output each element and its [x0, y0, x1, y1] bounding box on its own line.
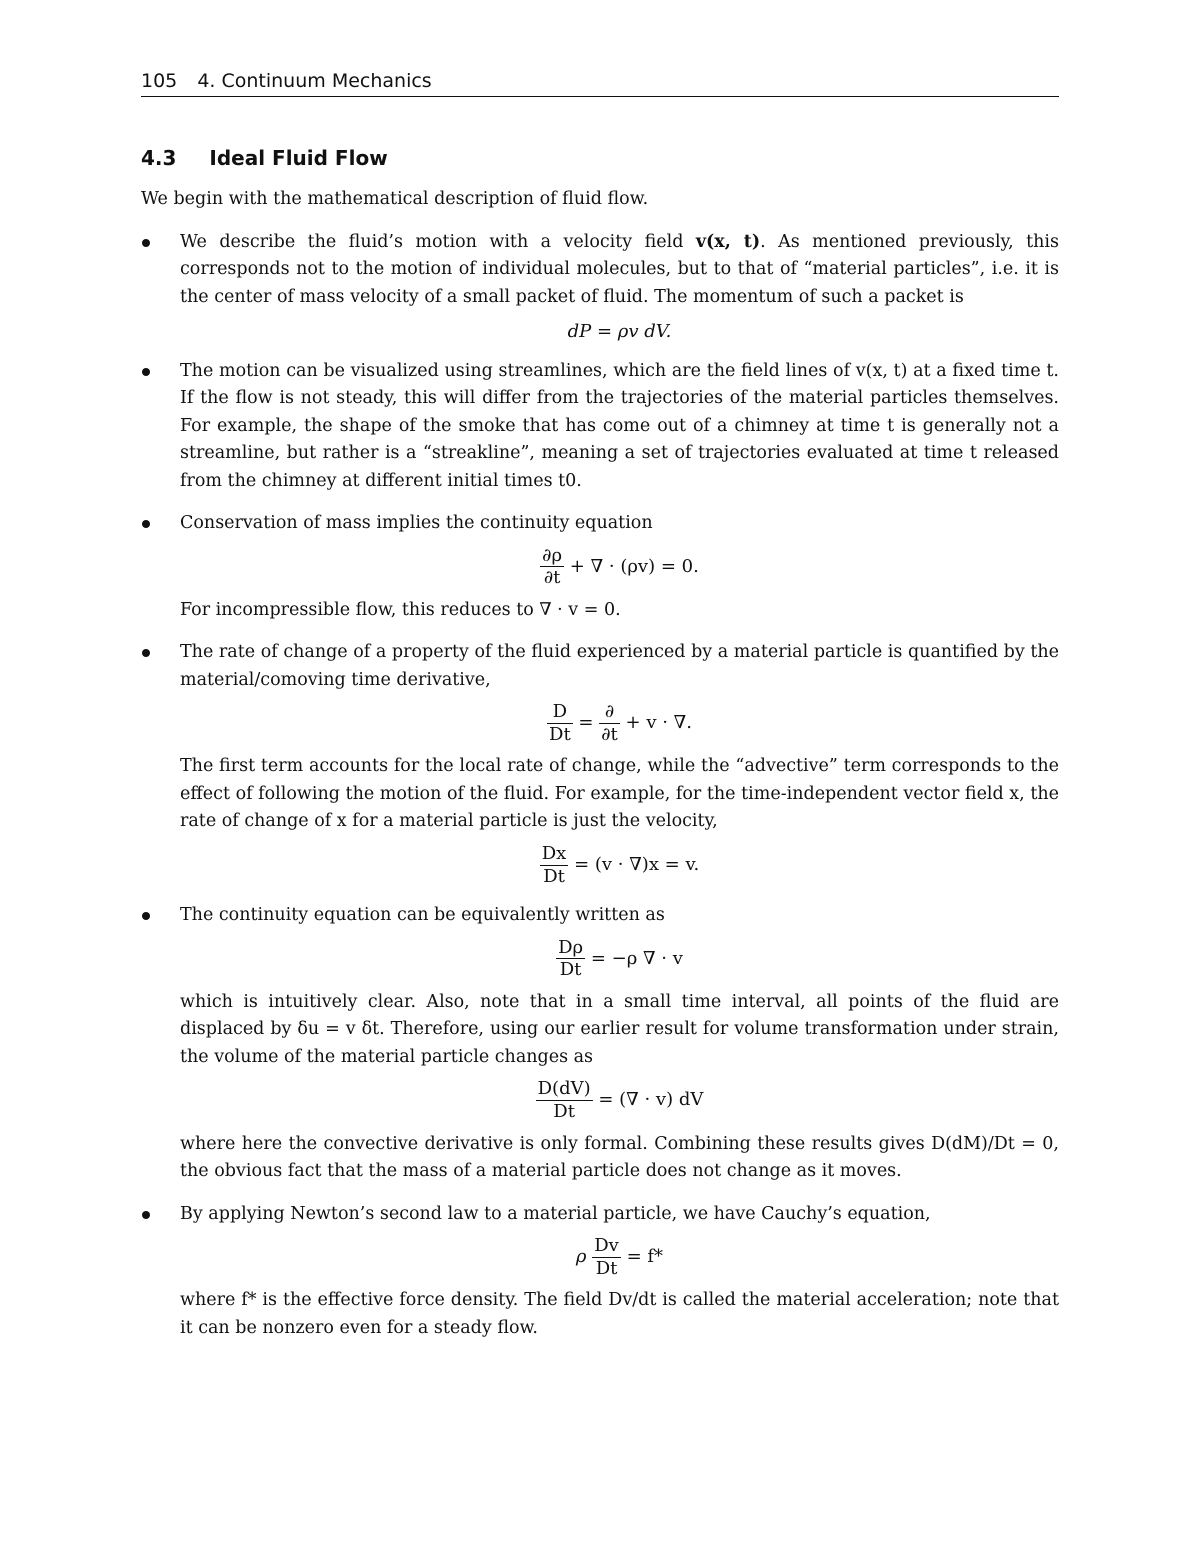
section-heading [141, 146, 388, 170]
fraction: $\frac{\partial\rho}{\partial t}$ [542, 544, 563, 589]
paragraph: which is intuitively clear. Also, note that in a small time interval, all points of the fluid are displaced by δu = v δt. Therefore, using our earlier result for volume transformation under strain, the volume of the material particle changes as [180, 991, 1059, 1067]
fraction: $\frac{D(dV)}{Dt}$ [537, 1078, 591, 1122]
equation-cauchy: ρ $\frac{Dv}{Dt}$ = f* [575, 1235, 664, 1279]
list-item [141, 1201, 1059, 1343]
paragraph: By applying Newton’s second law to a material particle, we have Cauchy’s equation, [180, 1203, 931, 1224]
paragraph: Conservation of mass implies the continuity equation [180, 513, 653, 534]
paragraph: The continuity equation can be equivalently written as [180, 905, 665, 926]
equation-velocity: $\frac{Dx}{Dt}$ = (v · ∇)x = v. [541, 842, 700, 887]
paragraph: where here the convective derivative is only formal. Combining these results gives D(dM)/Dt = 0, the obvious fact that the mass of a material particle does not change as it moves. [180, 1133, 1059, 1182]
paragraph: The first term accounts for the local rate of change, while the “advective” term corresponds to the effect of following the motion of the fluid. For example, for the time-independent vector field x, the rate of change of x for a material particle is just the velocity, [180, 756, 1059, 832]
bullet-list [141, 229, 1059, 1343]
list-item [141, 229, 1059, 343]
paragraph: where f* is the effective force density. The field Dv/dt is called the material acceleration; note that it can be nonzero even for a steady flow. [180, 1290, 1059, 1338]
fraction: $\frac{Dv}{Dt}$ [594, 1235, 619, 1279]
paragraph: We describe the fluid’s motion with a velocity field v(x, t). As mentioned previously, this corresponds not to the motion of individual molecules, but to that of “material particles”, i.e. it is the center of mass velocity of a small packet of fluid. The momentum of such a packet is [180, 231, 1059, 307]
fraction: $\frac{D\rho}{Dt}$ [558, 936, 584, 981]
equation-volume-change: $\frac{D(dV)}{Dt}$ = (∇ · v) dV [537, 1078, 704, 1122]
paragraph: The motion can be visualized using streamlines, which are the field lines of v(x, t) at a fixed time t. If the flow is not steady, this will differ from the trajectories of the material particles themselves. For example, the shape of the smoke that has come out of a chimney at time t is generally not a streamline, but rather is a “streakline”, meaning a set of trajectories evaluated at time t released from the chimney at different initial times t0. [180, 360, 1059, 491]
equation-material-derivative: $\frac{D}{Dt}$ = $\frac{\partial}{\partial t}$ + v · ∇. [549, 701, 692, 745]
inline-math: v(x, t) [695, 231, 761, 252]
equation-continuity: $\frac{\partial\rho}{\partial t}$ + ∇ · (ρv) = 0. [542, 544, 699, 589]
section-body [141, 186, 1059, 1357]
list-item [141, 358, 1059, 496]
section-number: 4.3 [141, 146, 177, 170]
running-header [141, 70, 1059, 97]
list-item [141, 902, 1059, 1185]
fraction: $\frac{Dx}{Dt}$ [541, 842, 567, 887]
intro-paragraph: We begin with the mathematical description of fluid flow. [141, 189, 649, 209]
chapter-title: 4. Continuum Mechanics [197, 70, 432, 92]
section-title: Ideal Fluid Flow [209, 146, 388, 170]
equation-momentum: dP = ρv dV. [567, 321, 672, 342]
paragraph: The rate of change of a property of the fluid experienced by a material particle is quantified by the material/comoving time derivative, [180, 642, 1059, 690]
page-number: 105 [141, 70, 178, 92]
list-item [141, 639, 1059, 887]
list-item [141, 510, 1059, 624]
equation-continuity-material: $\frac{D\rho}{Dt}$ = −ρ ∇ · v [558, 936, 683, 981]
fraction: $\frac{\partial}{\partial t}$ [601, 701, 618, 745]
fraction: $\frac{D}{Dt}$ [549, 701, 571, 745]
paragraph: For incompressible flow, this reduces to ∇ · v = 0. [180, 599, 621, 620]
